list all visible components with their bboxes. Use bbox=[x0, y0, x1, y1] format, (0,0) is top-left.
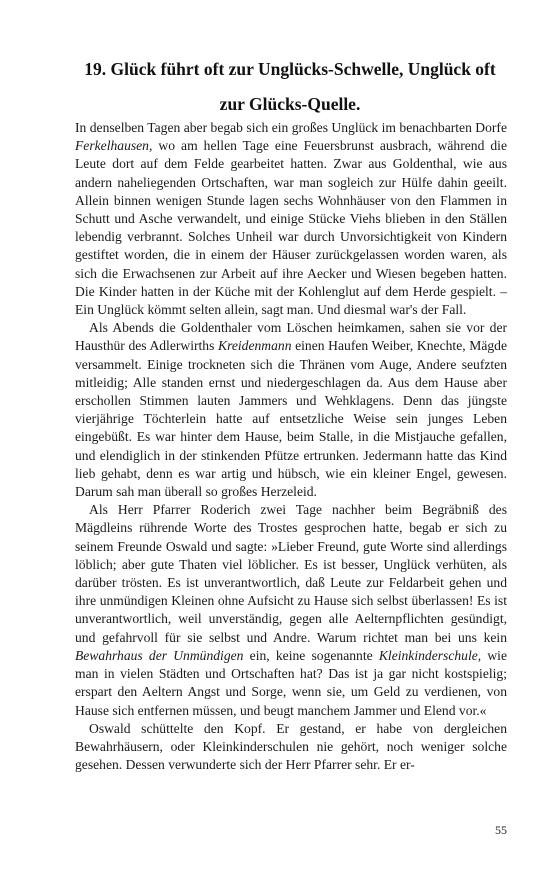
chapter-title-line-2: zur Glücks-Quelle. bbox=[219, 94, 361, 114]
paragraph bbox=[75, 319, 507, 501]
paragraph bbox=[75, 720, 507, 775]
chapter-title bbox=[70, 52, 510, 122]
text-segment: wie man in vielen Städten und Ortschaften hat? Das ist ja gar nicht kostspielig; erspart den Aeltern Angst und Sorge, wenn sie, um Geld zu verdienen, von Hause sich entfernen müssen, und beugt manchem Jammer und Elend vor.« bbox=[75, 647, 507, 718]
italic-term: Kreidenmann bbox=[218, 338, 292, 354]
italic-term: Bewahrhaus der Unmündigen bbox=[75, 647, 244, 663]
page-number: 55 bbox=[495, 823, 507, 837]
chapter-title-line-1: 19. Glück führt oft zur Unglücks-Schwelle, Unglück oft bbox=[84, 59, 496, 79]
paragraph bbox=[75, 119, 507, 319]
paragraph bbox=[75, 501, 507, 719]
text-segment: ein, keine sogenannte bbox=[243, 647, 379, 663]
text-segment: Oswald schüttelte den Kopf. Er gestand, er habe von dergleichen Bewahrhäusern, oder Kleinkinderschulen nie gehört, noch weniger solche gesehen. Dessen verwunderte sich der Herr Pfarrer sehr. Er er- bbox=[75, 720, 507, 773]
italic-term: Ferkelhausen, bbox=[75, 138, 153, 154]
italic-term: Kleinkinderschule, bbox=[378, 647, 482, 663]
text-segment: Als Herr Pfarrer Roderich zwei Tage nachher beim Begräbniß des Mägdleins rührende Worte des Trostes gesprochen hatte, begab er sich zu seinem Freunde Oswald und sagte: »Lieber Freund, gute Worte sind allerdings löblich; aber gute Thaten viel löblicher. Es ist besser, Unglück verhüten, als darüber trösten. Es ist unverantwortlich, daß Leute zur Feldarbeit gehen und ihre unmündigen Kleinen ohne Aufsicht zu Hause sich selbst überlassen! Es ist unverantwortlich, weil unverständig, gegen alle Aelternpflichten gesündigt, und gefahrvoll für sie selbst und Andre. Warum richtet man bei uns kein bbox=[75, 502, 507, 645]
body-text bbox=[75, 119, 507, 774]
text-segment: In denselben Tagen aber begab sich ein großes Unglück im benachbarten Dorfe bbox=[75, 120, 507, 135]
text-segment: einen Haufen Weiber, Knechte, Mägde versammelt. Einige trockneten sich die Thränen vom Auge, Andere seufzten mitleidig; Alle standen ernst und niedergeschlagen da. Aus dem Hause aber erschollen Stimmen lauten Jammers und Wehklagens. Denn das jüngste vierjährige Töchterlein hatte auf entsetzliche Weise sein junges Leben eingebüßt. Es war hinter dem Hause, beim Stalle, in die Mistjauche gefallen, und elendiglich in der stinkenden Pfütze ertrunken. Jedermann hatte das Kind lieb gehabt, denn es war artig und hübsch, wie ein kleiner Engel, gewesen. Darum sah man überall so großes Herzeleid. bbox=[75, 338, 507, 500]
text-segment: wo am hellen Tage eine Feuersbrunst ausbrach, während die Leute dort auf dem Felde gearbeitet hatten. Zwar aus Goldenthal, wie aus andern naheliegenden Ortschaften, war man sogleich zur Hülfe dahin geeilt. Allein binnen wenigen Stunde lagen sechs Wohnhäuser von den Flammen in Schutt und Asche verwandelt, und einige Stücke Viehs blieben in den Ställen lebendig verbrannt. Solches Unheil war durch Unvorsichtigkeit von Kindern gestiftet worden, die in einem der Häuser zurückgelassen worden waren, als sich die Erwachsenen zur Arbeit auf ihre Aecker und Wiesen begeben hatten. Die Kinder hatten in der Küche mit der Kohlenglut auf dem Herde gespielt. – Ein Unglück kömmt selten allein, sagt man. Und diesmal war's der Fall. bbox=[75, 138, 507, 318]
text-segment: Als Abends die Goldenthaler vom Löschen heimkamen, sahen sie vor der Hausthür des Adlerwirths bbox=[75, 320, 507, 354]
